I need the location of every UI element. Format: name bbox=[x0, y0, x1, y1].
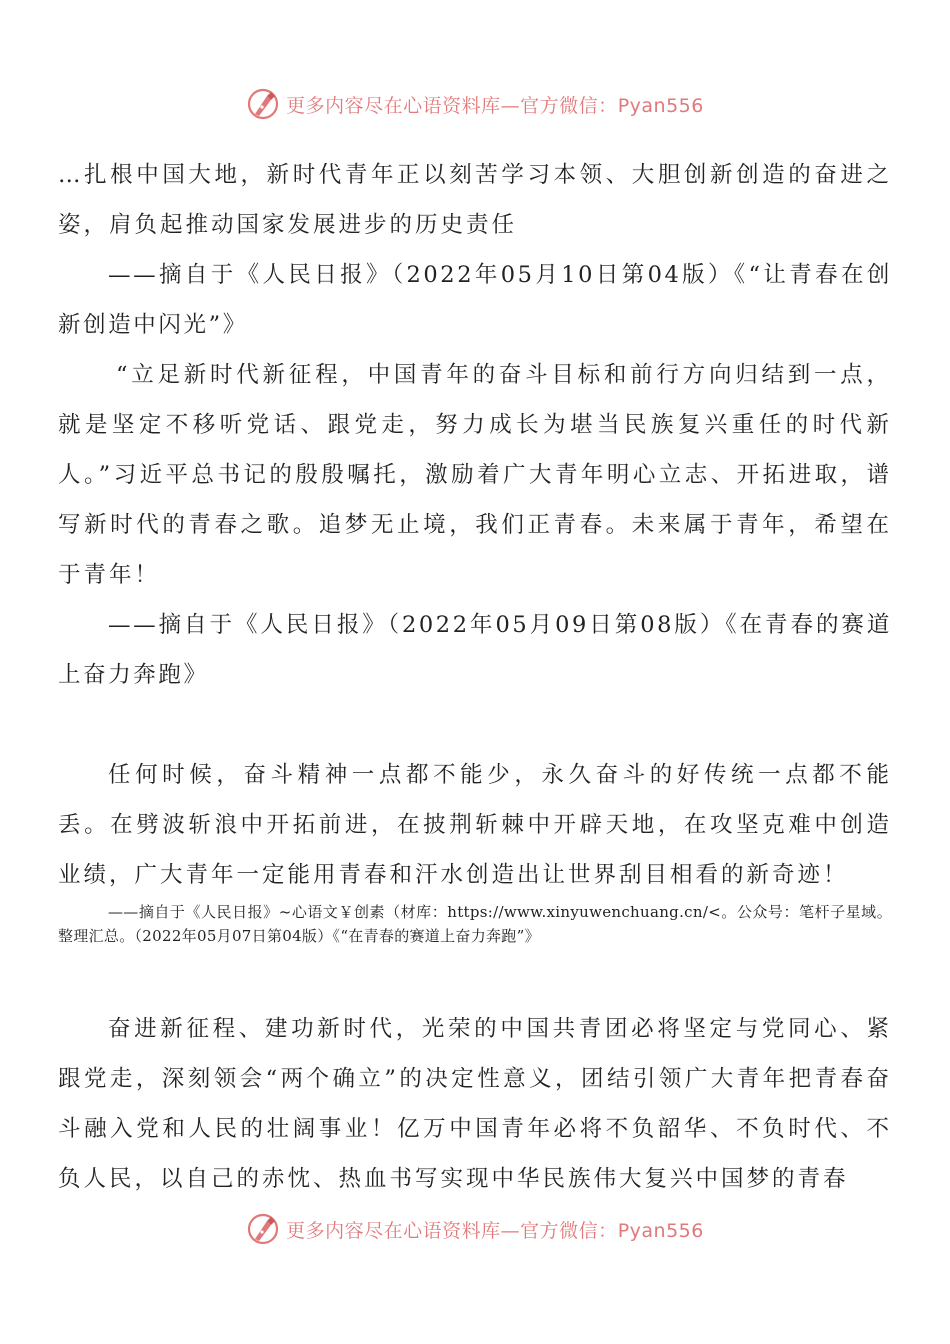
paragraph-3: 任何时候，奋斗精神一点都不能少，永久奋斗的好传统一点都不能丢。在劈波斩浪中开拓前进，在披荆斩棘中开辟天地，在攻坚克难中创造业绩，广大青年一定能用青春和汗水创造出让世界刮目相看的新奇迹！ bbox=[58, 762, 892, 888]
spacer bbox=[58, 700, 892, 750]
banner-wechat-id: Pyan556 bbox=[617, 1219, 704, 1242]
banner-text: 更多内容尽在心语资料库—官方微信：Pyan556 bbox=[286, 94, 704, 117]
source-3: ——摘自于《人民日报》~心语文￥创素（材库：https://www.xinyuwenchuang.cn/<。公众号：笔杆子星域。整理汇总。（2022年05月07日第04版）《“在青春的赛道上奋力奔跑”》 bbox=[58, 903, 892, 945]
paragraph-2: “立足新时代新征程，中国青年的奋斗目标和前行方向归结到一点，就是坚定不移听党话、跟党走，努力成长为堪当民族复兴重任的时代新人。”习近平总书记的殷殷嘱托，激励着广大青年明心立志、开拓进取，谱写新时代的青春之歌。追梦无止境，我们正青春。未来属于青年，希望在于青年！ bbox=[58, 362, 892, 588]
banner-content bbox=[246, 87, 704, 121]
banner-wechat-id: Pyan556 bbox=[617, 94, 704, 117]
source-1: ——摘自于《人民日报》（2022年05月10日第04版）《“让青春在创新创造中闪光”》 bbox=[58, 262, 892, 338]
paragraph-4: 奋进新征程、建功新时代，光荣的中国共青团必将坚定与党同心、紧跟党走，深刻领会“两个确立”的决定性意义，团结引领广大青年把青春奋斗融入党和人民的壮阔事业！亿万中国青年必将不负韶华、不负时代、不负人民，以自己的赤忱、热血书写实现中华民族伟大复兴中国梦的青春 bbox=[58, 1016, 892, 1192]
source-2: ——摘自于《人民日报》（2022年05月09日第08版）《在青春的赛道上奋力奔跑》 bbox=[58, 612, 892, 688]
pen-nib-logo-icon bbox=[246, 87, 280, 121]
footer-banner bbox=[0, 1209, 950, 1249]
document-body bbox=[58, 150, 892, 1204]
header-banner bbox=[0, 84, 950, 124]
banner-content bbox=[246, 1212, 704, 1246]
paragraph-1: …扎根中国大地，新时代青年正以刻苦学习本领、大胆创新创造的奋进之姿，肩负起推动国家发展进步的历史责任 bbox=[58, 162, 892, 238]
banner-text: 更多内容尽在心语资料库—官方微信：Pyan556 bbox=[286, 1219, 704, 1242]
pen-nib-logo-icon bbox=[246, 1212, 280, 1246]
spacer bbox=[58, 948, 892, 1004]
